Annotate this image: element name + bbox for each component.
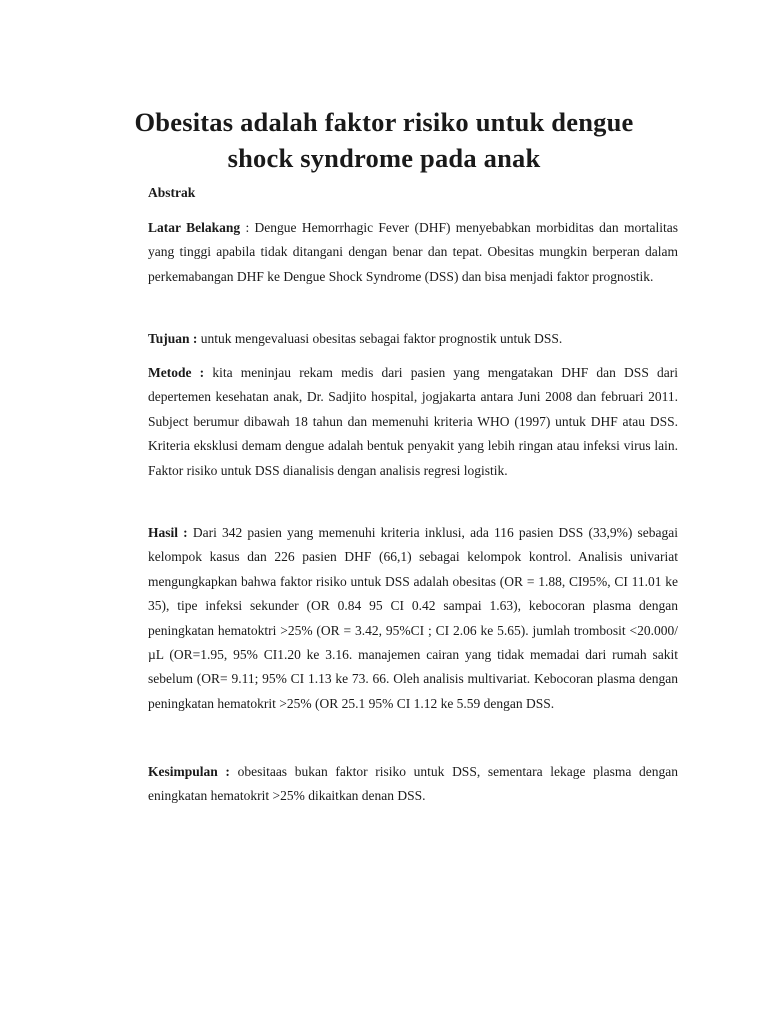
section-text: obesitaas bukan faktor risiko untuk DSS, sementara lekage plasma dengan eningkatan hematokrit >25% dikaitkan denan DSS. — [148, 764, 678, 804]
section-text: kita meninjau rekam medis dari pasien yang mengatakan DHF dan DSS dari depertemen kesehatan anak, Dr. Sadjito hospital, jogjakarta antara Juni 2008 dan februari 2011. Subject berumur dibawah 18 tahun dan memenuhi kriteria WHO (1997) untuk DHF atau DSS. Kriteria eksklusi demam dengue adalah bentuk penyakit yang lebih ringan atau infeksi virus lain. Faktor risiko untuk DSS dianalisis dengan analisis regresi logistik. — [148, 365, 678, 478]
section-label: Metode : — [148, 365, 205, 380]
section-label: Kesimpulan : — [148, 764, 230, 779]
section-kesimpulan — [148, 760, 678, 809]
section-text: Dari 342 pasien yang memenuhi kriteria inklusi, ada 116 pasien DSS (33,9%) sebagai kelompok kasus dan 226 pasien DHF (66,1) sebagai kelompok kontrol. Analisis univariat mengungkapkan bahwa faktor risiko untuk DSS adalah obesitas (OR = 1.88, CI95%, CI 11.01 ke 35), tipe infeksi sekunder (OR 0.84 95 CI 0.42 sampai 1.63), kebocoran plasma dengan peningkatan hematoktri >25% (OR = 3.42, 95%CI ; CI 2.06 ke 5.65). jumlah trombosit <20.000/µL (OR=1.95, 95% CI1.20 ke 3.16. manajemen cairan yang tidak memadai dari rumah sakit sebelum (OR= 9.11; 95% CI 1.13 ke 73. 66. Oleh analisis multivariat. Kebocoran plasma dengan peningkatan hematokrit >25% (OR 25.1 95% CI 1.12 ke 5.59 dengan DSS. — [148, 525, 678, 711]
section-metode — [148, 361, 678, 483]
section-text: untuk mengevaluasi obesitas sebagai faktor prognostik untuk DSS. — [197, 331, 563, 346]
section-label: Tujuan : — [148, 331, 198, 346]
abstract-heading: Abstrak — [148, 185, 196, 200]
section-latar-belakang — [148, 216, 678, 289]
section-label: Latar Belakang — [148, 220, 241, 235]
document-title: Obesitas adalah faktor risiko untuk dengue shock syndrome pada anak — [134, 107, 634, 173]
section-separator: : — [240, 220, 255, 235]
section-label: Hasil : — [148, 525, 188, 540]
section-tujuan — [148, 327, 678, 351]
section-hasil — [148, 521, 678, 716]
section-text: Dengue Hemorrhagic Fever (DHF) menyebabkan morbiditas dan mortalitas yang tinggi apabila tidak ditangani dengan benar dan tepat. Obesitas mungkin berperan dalam perkemabangan DHF ke Dengue Shock Syndrome (DSS) dan bisa menjadi faktor prognostik. — [148, 220, 678, 284]
